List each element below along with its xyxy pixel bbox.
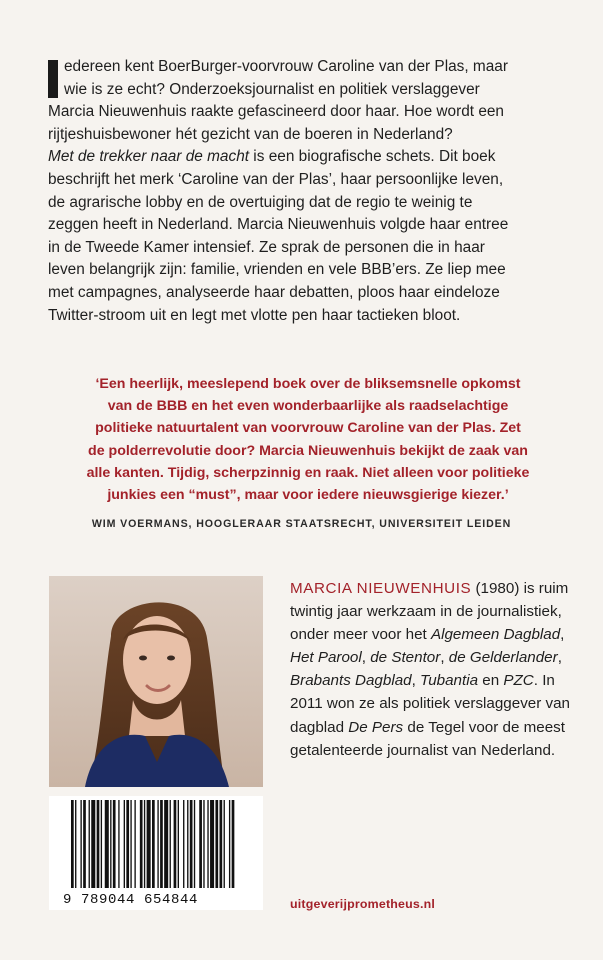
barcode-bar: [89, 800, 90, 888]
blurb-line: rijtjeshuisbewoner hét gezicht van de boeren in Nederland?: [48, 125, 453, 143]
bio-text: ,: [440, 649, 449, 667]
isbn-number: 9 789044 654844: [63, 892, 199, 908]
publication-name: De Pers: [348, 718, 404, 736]
barcode-bar: [194, 800, 195, 888]
barcode-bar: [215, 800, 218, 888]
blurb-line: zeggen heeft in Nederland. Marcia Nieuwenhuis volgde haar entree: [48, 216, 509, 234]
barcode-bar: [91, 800, 95, 888]
quote-line: politieke natuurtalent van voorvrouw Caroline van der Plas. Zet: [95, 420, 521, 437]
barcode-bar: [207, 800, 208, 888]
drop-cap-i: [48, 60, 58, 98]
blurb-line: met campagnes, analyseerde haar debatten, ploos haar eindeloze: [48, 283, 500, 301]
barcode-bar: [147, 800, 151, 888]
publication-name: Algemeen Dagblad: [430, 626, 561, 644]
barcode-bar: [199, 800, 202, 888]
barcode-bar: [183, 800, 184, 888]
barcode-bar: [126, 800, 129, 888]
publication-name: Het Parool: [290, 649, 362, 667]
blurb-line: edereen kent BoerBurger-voorvrouw Caroline van der Plas, maar: [64, 58, 508, 75]
publication-name: PZC: [503, 672, 534, 690]
book-title: Met de trekker naar de macht: [48, 148, 250, 166]
blurb-line: beschrijft het merk ‘Caroline van der Plas’, haar persoonlijke leven,: [48, 170, 504, 188]
barcode-bar: [144, 800, 145, 888]
barcode-bar: [164, 800, 168, 888]
barcode-bar: [124, 800, 125, 888]
barcode-bar: [187, 800, 188, 888]
bio-text: en: [478, 672, 504, 690]
barcode-bar: [203, 800, 204, 888]
blurb-line: leven belangrijk zijn: familie, vrienden en vele BBB’ers. Ze liep mee: [48, 261, 506, 279]
quote-line: de polderrevolutie door? Marcia Nieuwenhuis bekijkt de zaak van: [88, 442, 528, 459]
barcode-bar: [134, 800, 135, 888]
barcode-bar: [174, 800, 177, 888]
barcode-bar: [190, 800, 193, 888]
barcode-bar: [105, 800, 109, 888]
barcode-bar: [83, 800, 86, 888]
blurb-line: Marcia Nieuwenhuis raakte gefascineerd door haar. Hoe wordt een: [48, 103, 504, 121]
bio-text: ,: [411, 672, 421, 690]
bio-text: ,: [361, 649, 371, 667]
author-bio: [290, 577, 570, 762]
barcode-bar: [140, 800, 143, 888]
quote-attribution: WIM VOERMANS, HOOGLERAAR STAATSRECHT, UNIVERSITEIT LEIDEN: [91, 518, 512, 530]
blurb-line: is een biografische schets. Dit boek: [249, 148, 496, 166]
quote-line: van de BBB en het even wonderbaarlijke als raadselachtige: [107, 398, 509, 415]
bio-text: ,: [560, 626, 565, 644]
barcode-bar: [130, 800, 131, 888]
quote-line: junkies een “must”, maar voor iedere nieuwsgierige kiezer.’: [107, 487, 509, 504]
barcode-bar: [178, 800, 179, 888]
barcode-bar: [157, 800, 158, 888]
author-photo: [49, 576, 263, 787]
author-name: MARCIA NIEUWENHUIS: [290, 580, 472, 597]
bio-text: . In 2011 won ze als politiek verslaggever van dagblad: [290, 672, 571, 736]
barcode-bar: [160, 800, 163, 888]
review-quote: [58, 373, 558, 506]
barcode-bar: [113, 800, 116, 888]
barcode-bar: [97, 800, 100, 888]
isbn-barcode: [49, 796, 263, 910]
barcode-bar: [110, 800, 111, 888]
barcode-bar: [71, 800, 74, 888]
blurb-line: in de Tweede Kamer intensief. Ze sprak de personen die in haar: [48, 238, 485, 256]
blurb-paragraph: [48, 56, 568, 327]
bio-text: de Tegel voor de meest getalenteerde journalist van Nederland.: [290, 718, 565, 759]
barcode-bar: [101, 800, 102, 888]
quote-line: alle kanten. Tijdig, scherpzinnig en raak. Niet alleen voor politieke: [86, 464, 530, 481]
blurb-line: de agrarische lobby en de overtuiging dat de regio te weinig te: [48, 193, 473, 211]
barcode-bar: [232, 800, 235, 888]
publication-name: de Gelderlander: [448, 649, 558, 667]
barcode-bar: [224, 800, 225, 888]
blurb-line: Twitter-stroom uit en legt met vlotte pen haar tactieken bloot.: [48, 306, 461, 324]
barcode-bar: [220, 800, 223, 888]
publication-name: de Stentor: [370, 649, 441, 667]
barcode-bar: [210, 800, 214, 888]
barcode-bar: [170, 800, 171, 888]
author-portrait-illustration: [49, 576, 263, 787]
blurb-line: wie is ze echt? Onderzoeksjournalist en politiek verslaggever: [64, 80, 480, 98]
barcode-bar: [80, 800, 81, 888]
quote-line: ‘Een heerlijk, meeslepend boek over de bliksemsnelle opkomst: [95, 376, 521, 392]
back-cover-blurb: [48, 56, 568, 327]
bio-text: (1980) is ruim twintig jaar werkzaam in de journalistiek, onder meer voor het: [290, 580, 569, 644]
barcode-bar: [229, 800, 230, 888]
barcode-bar: [75, 800, 76, 888]
barcode-bar: [152, 800, 155, 888]
publisher-url[interactable]: uitgeverijprometheus.nl: [290, 897, 436, 911]
publication-name: Brabants Dagblad: [290, 672, 412, 690]
bio-text: ,: [557, 649, 562, 667]
barcode-bar: [118, 800, 119, 888]
publication-name: Tubantia: [420, 672, 479, 690]
